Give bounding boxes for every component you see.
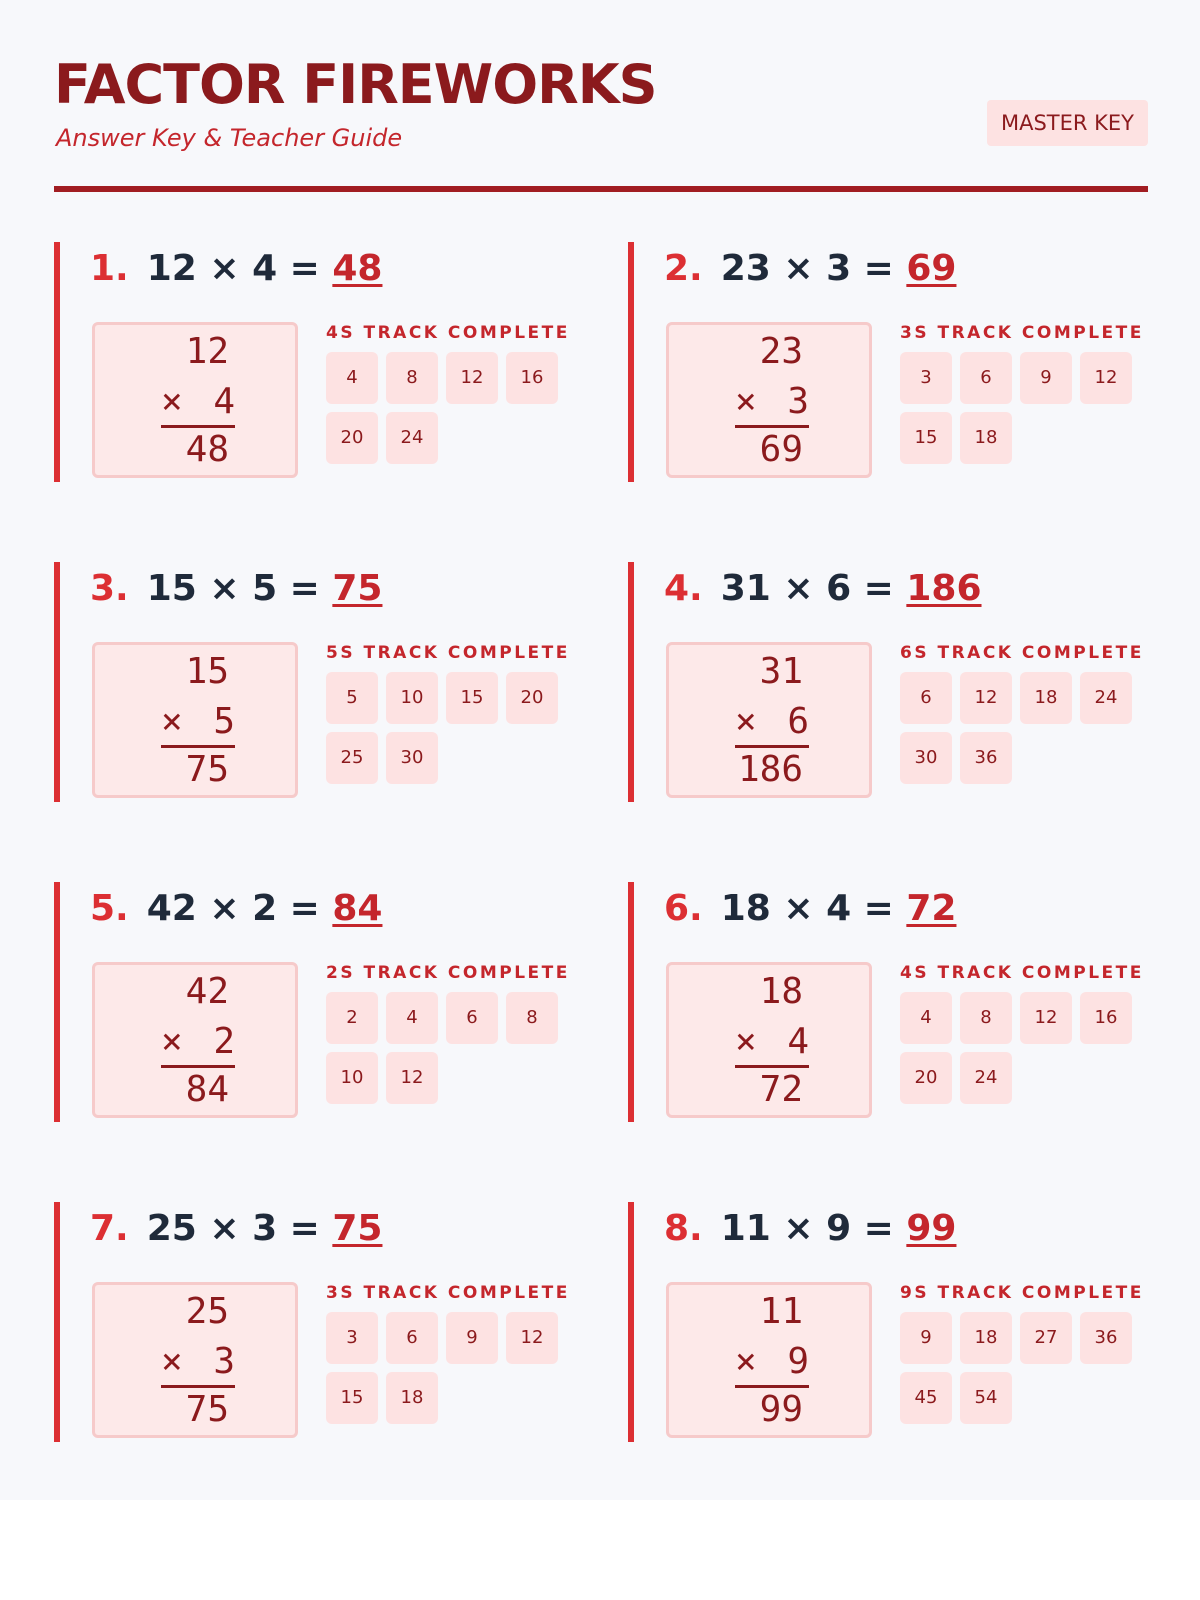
track-label: 4S TRACK COMPLETE xyxy=(326,323,570,343)
problem-number: 3. xyxy=(90,568,129,609)
product: 69 xyxy=(759,429,803,470)
track-chip: 6 xyxy=(386,1312,438,1364)
multiplicand: 18 xyxy=(759,971,803,1012)
problem-expression: 42 × 2 = xyxy=(146,888,320,929)
equation xyxy=(664,245,956,293)
problem-card xyxy=(628,1202,1144,1442)
times-sign: × xyxy=(735,1341,757,1382)
track-chip: 16 xyxy=(1080,992,1132,1044)
multiplier: 4 xyxy=(213,381,235,422)
times-sign: × xyxy=(161,1021,183,1062)
track-chip: 12 xyxy=(1020,992,1072,1044)
problem-card xyxy=(628,882,1144,1122)
track-chip: 25 xyxy=(326,732,378,784)
track-chip: 20 xyxy=(506,672,558,724)
track-chip: 30 xyxy=(900,732,952,784)
multiplier-line xyxy=(161,379,235,428)
track-chip: 12 xyxy=(1080,352,1132,404)
problem-answer: 72 xyxy=(906,888,957,929)
problem-card xyxy=(54,242,570,482)
times-sign: × xyxy=(735,381,757,422)
multiplicand: 42 xyxy=(185,971,229,1012)
product: 99 xyxy=(759,1389,803,1430)
skip-count-track xyxy=(900,1312,1140,1424)
problem-expression: 15 × 5 = xyxy=(146,568,320,609)
multiplier-line xyxy=(735,699,809,748)
problem-answer: 84 xyxy=(332,888,383,929)
track-chip: 16 xyxy=(506,352,558,404)
problem-answer: 186 xyxy=(906,568,982,609)
track-chip: 2 xyxy=(326,992,378,1044)
track-chip: 20 xyxy=(326,412,378,464)
track-label: 4S TRACK COMPLETE xyxy=(900,963,1144,983)
problem-expression: 25 × 3 = xyxy=(146,1208,320,1249)
product: 72 xyxy=(759,1069,803,1110)
multiplicand: 23 xyxy=(759,331,803,372)
multiplier: 3 xyxy=(787,381,809,422)
product: 84 xyxy=(185,1069,229,1110)
skip-count-track xyxy=(900,352,1140,464)
multiplier: 4 xyxy=(787,1021,809,1062)
problem-card xyxy=(54,882,570,1122)
page-subtitle: Answer Key & Teacher Guide xyxy=(56,124,403,152)
track-chip: 5 xyxy=(326,672,378,724)
track-chip: 24 xyxy=(960,1052,1012,1104)
problem-answer: 48 xyxy=(332,248,383,289)
track-chip: 36 xyxy=(1080,1312,1132,1364)
track-label: 2S TRACK COMPLETE xyxy=(326,963,570,983)
track-chip: 6 xyxy=(900,672,952,724)
track-label: 6S TRACK COMPLETE xyxy=(900,643,1144,663)
equation xyxy=(90,565,382,613)
track-chip: 4 xyxy=(326,352,378,404)
track-chip: 4 xyxy=(900,992,952,1044)
multiplier-line xyxy=(161,1019,235,1068)
skip-count-track xyxy=(326,352,566,464)
multiplicand: 11 xyxy=(759,1291,803,1332)
problem-card xyxy=(628,562,1144,802)
problem-number: 6. xyxy=(664,888,703,929)
problem-expression: 12 × 4 = xyxy=(146,248,320,289)
multiplier-line xyxy=(161,1339,235,1388)
product: 48 xyxy=(185,429,229,470)
page-title: FACTOR FIREWORKS xyxy=(54,53,657,116)
multiplicand: 15 xyxy=(185,651,229,692)
header-divider xyxy=(54,186,1148,192)
multiplicand: 31 xyxy=(759,651,803,692)
problem-number: 7. xyxy=(90,1208,129,1249)
skip-count-track xyxy=(326,1312,566,1424)
skip-count-track xyxy=(900,672,1140,784)
track-chip: 9 xyxy=(1020,352,1072,404)
problem-number: 4. xyxy=(664,568,703,609)
track-chip: 15 xyxy=(900,412,952,464)
times-sign: × xyxy=(161,1341,183,1382)
product: 186 xyxy=(737,749,803,790)
skip-count-track xyxy=(326,672,566,784)
equation xyxy=(664,885,956,933)
track-chip: 36 xyxy=(960,732,1012,784)
track-chip: 12 xyxy=(446,352,498,404)
track-chip: 12 xyxy=(506,1312,558,1364)
multiplier: 6 xyxy=(787,701,809,742)
track-chip: 15 xyxy=(326,1372,378,1424)
track-chip: 9 xyxy=(446,1312,498,1364)
track-chip: 6 xyxy=(960,352,1012,404)
header xyxy=(54,52,1148,194)
track-chip: 18 xyxy=(1020,672,1072,724)
track-chip: 3 xyxy=(326,1312,378,1364)
vertical-multiplication xyxy=(92,642,298,798)
track-chip: 30 xyxy=(386,732,438,784)
track-chip: 8 xyxy=(506,992,558,1044)
problem-number: 8. xyxy=(664,1208,703,1249)
multiplicand: 25 xyxy=(185,1291,229,1332)
problem-answer: 69 xyxy=(906,248,957,289)
vertical-multiplication xyxy=(666,1282,872,1438)
track-chip: 18 xyxy=(960,412,1012,464)
track-chip: 24 xyxy=(386,412,438,464)
problem-card xyxy=(54,562,570,802)
problem-expression: 18 × 4 = xyxy=(720,888,894,929)
track-chip: 15 xyxy=(446,672,498,724)
track-chip: 10 xyxy=(326,1052,378,1104)
track-label: 3S TRACK COMPLETE xyxy=(900,323,1144,343)
problem-card xyxy=(628,242,1144,482)
track-label: 5S TRACK COMPLETE xyxy=(326,643,570,663)
skip-count-track xyxy=(900,992,1140,1104)
track-chip: 27 xyxy=(1020,1312,1072,1364)
multiplier-line xyxy=(735,1019,809,1068)
multiplier: 3 xyxy=(213,1341,235,1382)
problem-answer: 99 xyxy=(906,1208,957,1249)
equation xyxy=(664,565,982,613)
track-chip: 10 xyxy=(386,672,438,724)
problem-number: 2. xyxy=(664,248,703,289)
multiplier: 9 xyxy=(787,1341,809,1382)
problem-answer: 75 xyxy=(332,568,383,609)
product: 75 xyxy=(185,1389,229,1430)
equation xyxy=(90,885,382,933)
track-chip: 9 xyxy=(900,1312,952,1364)
vertical-multiplication xyxy=(92,1282,298,1438)
multiplier: 2 xyxy=(213,1021,235,1062)
track-chip: 24 xyxy=(1080,672,1132,724)
vertical-multiplication xyxy=(92,962,298,1118)
track-chip: 8 xyxy=(386,352,438,404)
track-chip: 3 xyxy=(900,352,952,404)
problem-number: 5. xyxy=(90,888,129,929)
problem-card xyxy=(54,1202,570,1442)
track-chip: 4 xyxy=(386,992,438,1044)
multiplier: 5 xyxy=(213,701,235,742)
vertical-multiplication xyxy=(666,322,872,478)
problem-expression: 11 × 9 = xyxy=(720,1208,894,1249)
skip-count-track xyxy=(326,992,566,1104)
track-chip: 12 xyxy=(386,1052,438,1104)
master-key-badge: MASTER KEY xyxy=(987,100,1148,146)
vertical-multiplication xyxy=(666,642,872,798)
track-chip: 54 xyxy=(960,1372,1012,1424)
track-chip: 20 xyxy=(900,1052,952,1104)
track-chip: 8 xyxy=(960,992,1012,1044)
problem-answer: 75 xyxy=(332,1208,383,1249)
track-chip: 12 xyxy=(960,672,1012,724)
track-chip: 18 xyxy=(960,1312,1012,1364)
problem-number: 1. xyxy=(90,248,129,289)
vertical-multiplication xyxy=(92,322,298,478)
product: 75 xyxy=(185,749,229,790)
track-label: 9S TRACK COMPLETE xyxy=(900,1283,1144,1303)
track-chip: 45 xyxy=(900,1372,952,1424)
track-chip: 6 xyxy=(446,992,498,1044)
equation xyxy=(90,1205,382,1253)
times-sign: × xyxy=(735,1021,757,1062)
problem-expression: 31 × 6 = xyxy=(720,568,894,609)
times-sign: × xyxy=(161,701,183,742)
multiplier-line xyxy=(735,379,809,428)
equation xyxy=(664,1205,956,1253)
multiplicand: 12 xyxy=(185,331,229,372)
times-sign: × xyxy=(735,701,757,742)
problem-expression: 23 × 3 = xyxy=(720,248,894,289)
track-label: 3S TRACK COMPLETE xyxy=(326,1283,570,1303)
equation xyxy=(90,245,382,293)
multiplier-line xyxy=(735,1339,809,1388)
multiplier-line xyxy=(161,699,235,748)
vertical-multiplication xyxy=(666,962,872,1118)
track-chip: 18 xyxy=(386,1372,438,1424)
times-sign: × xyxy=(161,381,183,422)
